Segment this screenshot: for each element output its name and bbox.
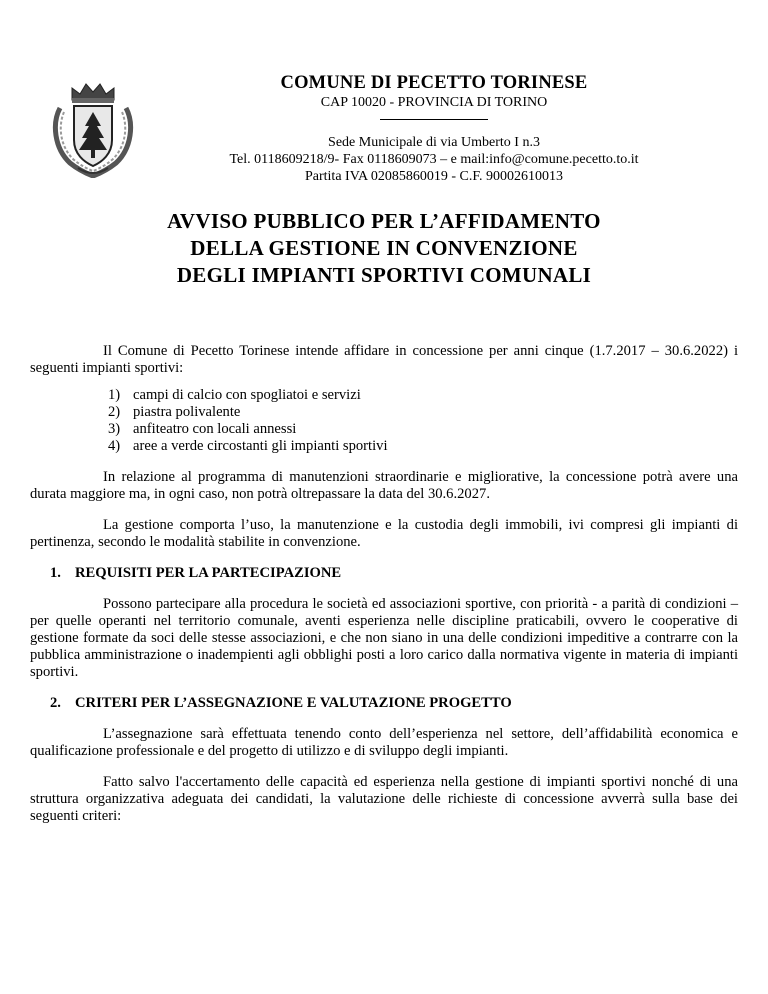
title-line-2: DELLA GESTIONE IN CONVENZIONE — [190, 236, 578, 260]
list-item: 1) campi di calcio con spogliatoi e servizi — [108, 387, 361, 403]
duration-paragraph: In relazione al programma di manutenzioni straordinarie e migliorative, la concessione potrà avere una durata maggiore ma, in ogni caso, non potrà oltrepassare la data del 30.6.2027. — [30, 469, 738, 502]
list-item: 4) aree a verde circostanti gli impianti sportivi — [108, 438, 388, 454]
header-divider — [380, 113, 488, 120]
notice-title — [80, 208, 688, 289]
section-2-text-2: Fatto salvo l'accertamento delle capacità ed esperienza nella gestione di impianti sportivi nonché di una struttura organizzativa adeguata dei candidati, la valutazione delle richieste di concessione avverrà sulla base dei seguenti criteri: — [30, 774, 738, 824]
section-2-heading: 2. CRITERI PER L’ASSEGNAZIONE E VALUTAZIONE PROGETTO — [50, 695, 512, 711]
title-line-3: DEGLI IMPIANTI SPORTIVI COMUNALI — [176, 263, 592, 287]
contact-line: Tel. 0118609218/9- Fax 0118609073 – e mail:info@comune.pecetto.to.it — [229, 152, 639, 167]
municipal-seat: Sede Municipale di via Umberto I n.3 — [328, 135, 540, 150]
notice-body — [30, 343, 738, 825]
management-paragraph: La gestione comporta l’uso, la manutenzione e la custodia degli immobili, ivi compresi gli impianti di pertinenza, secondo le modalità stabilite in convenzione. — [30, 517, 738, 550]
title-line-1: AVVISO PUBBLICO PER L’AFFIDAMENTO — [167, 209, 601, 233]
municipal-crest-logo — [50, 78, 136, 178]
letterhead — [150, 72, 718, 185]
list-item: 3) anfiteatro con locali annessi — [108, 421, 297, 437]
list-item: 2) piastra polivalente — [108, 404, 241, 420]
cap-province: CAP 10020 - PROVINCIA DI TORINO — [320, 95, 548, 110]
section-2-text-1: L’assegnazione sarà effettuata tenendo conto dell’esperienza nel settore, dell’affidabilità economica e qualificazione professionale e del progetto di utilizzo e di sviluppo degli impianti. — [30, 726, 738, 759]
municipality-name: COMUNE DI PECETTO TORINESE — [280, 73, 588, 93]
section-1-text: Possono partecipare alla procedura le società ed associazioni sportive, con priorità - a parità di condizioni – per quelle operanti nel territorio comunale, aventi esperienza nelle discipline praticabili, ovvero le cooperative di gestione formate da soci delle stesse associazioni, e che non siano in una delle condizioni impeditive a contrarre con la pubblica amministrazione o inadempienti agli obblighi posti a loro carico dalla normativa vigente in materia di impianti sportivi. — [30, 596, 738, 680]
intro-paragraph: Il Comune di Pecetto Torinese intende affidare in concessione per anni cinque (1.7.2017 – 30.6.2022) i seguenti impianti sportivi: — [30, 343, 738, 376]
facilities-list — [30, 387, 738, 455]
section-1-heading: 1. REQUISITI PER LA PARTECIPAZIONE — [50, 565, 342, 581]
tax-ids: Partita IVA 02085860019 - C.F. 90002610013 — [304, 169, 563, 184]
